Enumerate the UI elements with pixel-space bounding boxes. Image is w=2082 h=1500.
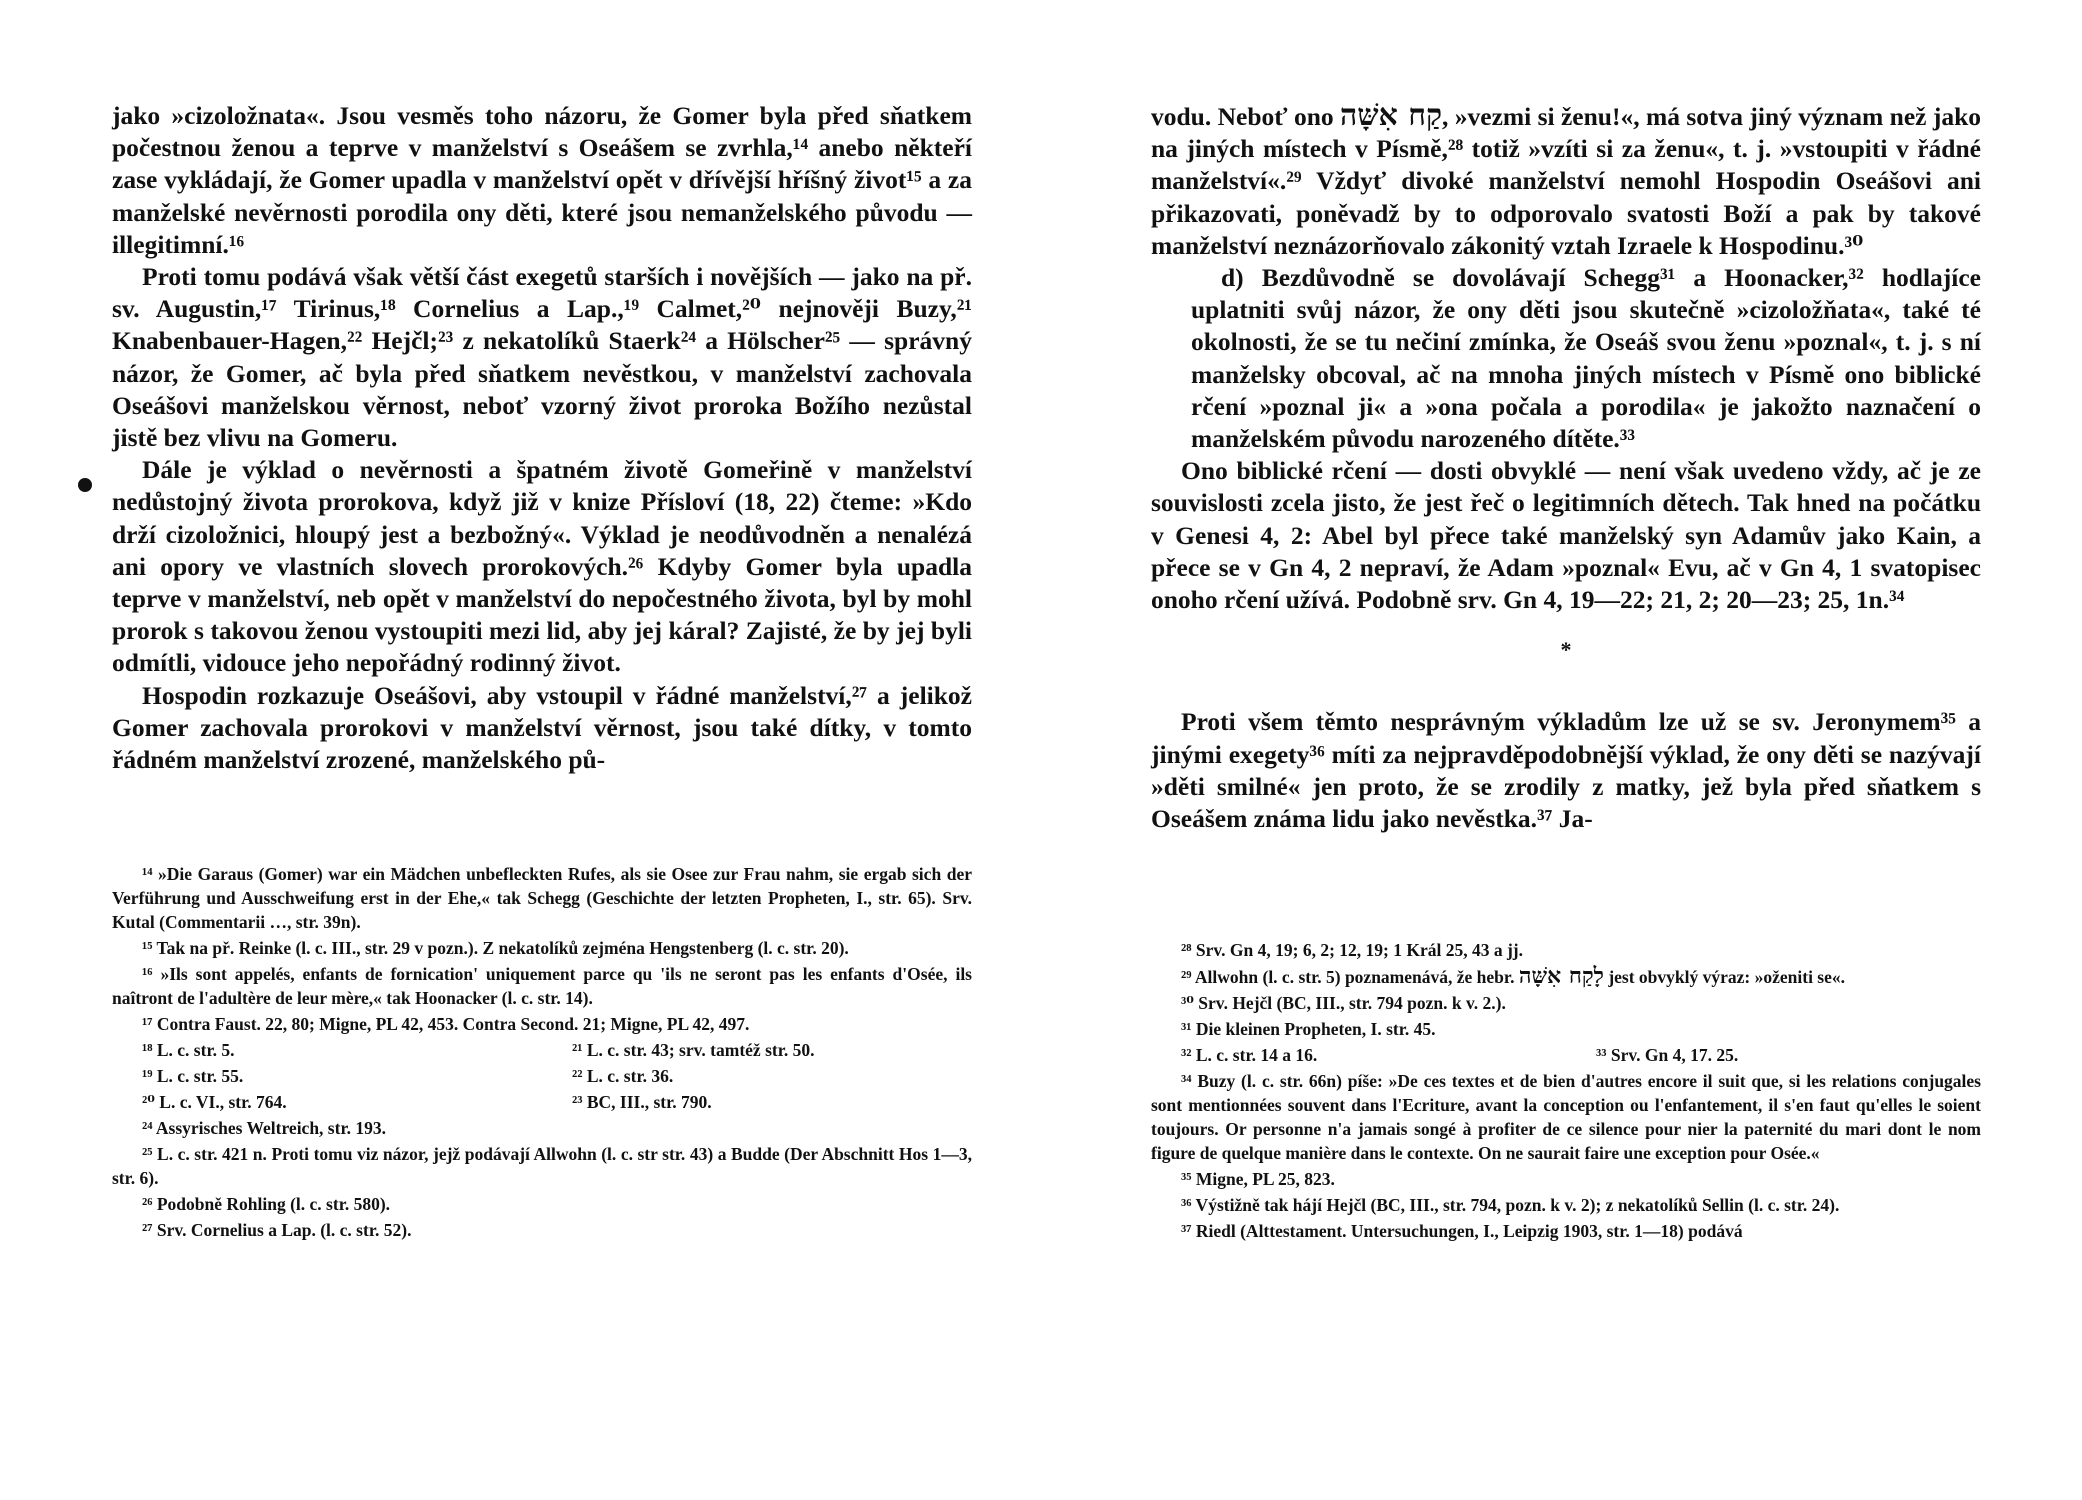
hebrew-phrase: לָקַח אִשָּׁה [1518, 963, 1604, 989]
footnote: ²⁵ L. c. str. 421 n. Proti tomu viz názor, jejž podávají Allwohn (l. c. str str. 43) a Budde (Der Abschnitt Hos 1—3, str. 6). [112, 1144, 972, 1188]
text-run: , »vezmi si ženu!«, má sotva jiný význam než jako na jiných místech v Písmě,²⁸ totiž »vzíti si za ženu«, t. j. »vstoupiti v řádné manželství«.²⁹ Vždyť divoké manželství nemohl Hospodin Oseášovi ani přikazovati, poněvadž by to odporovalo svatosti Boží a pak by takové manželství neznázorňovalo zákonitý vztah Izraele k Hospodinu.³⁰ [1151, 102, 1982, 260]
paragraph: Dále je výklad o nevěrnosti a špatném životě Gomeřině v manželství nedůstojný života prorokova, když již v knize Přísloví (18, 22) čteme: »Kdo drží cizoložnici, hloupý jest a bezbožný«. Výklad je neodůvodněn a nenalézá ani opory ve vlastních slovech prorokových.²⁶ Kdyby Gomer byla upadla teprve v manželství, neb opět v manželství do nepočestného života, byl by mohl prorok s takovou ženou vystoupiti mezi lid, aby jej káral? Zajisté, že by jej byli odmítli, vidouce jeho nepořádný rodinný život. [112, 455, 972, 678]
footnote: ²¹ L. c. str. 43; srv. tamtéž str. 50. [572, 1040, 815, 1060]
footnote: ³³ Srv. Gn 4, 17. 25. [1596, 1045, 1739, 1065]
footnote: ¹⁷ Contra Faust. 22, 80; Migne, PL 42, 453. Contra Second. 21; Migne, PL 42, 497. [142, 1014, 750, 1034]
footnote: ³⁴ Buzy (l. c. str. 66n) píše: »De ces textes et de bien d'autres encore il suit que, si les relations conjugales sont mentionnées souvent dans l'Ecriture, avant la conception ou l'enfantement, il s'en faut qu'elles le soient toujours. Or personne n'a jamais songé à profiter de ce silence pour nier la paternité du mari dont le nom figure de quelque manière dans le contexte. On ne saurait faire une exception pour Osée.« [1151, 1071, 1981, 1163]
paragraph [1151, 100, 1981, 262]
footnote [1151, 964, 1981, 989]
paragraph: Proti tomu podává však větší část exegetů starších i novějších — jako na př. sv. Augustin,¹⁷ Tirinus,¹⁸ Cornelius a Lap.,¹⁹ Calmet,²⁰ nejnověji Buzy,²¹ Knabenbauer-Hagen,²² Hejčl;²³ z nekatolíků Staerk²⁴ a Hölscher²⁵ — správný názor, že Gomer, ač byla před sňatkem nevěstkou, v manželství zachovala Oseášovi manželskou věrnost, neboť vzorný život proroka Božího nezůstal jistě bez vlivu na Gomeru. [112, 262, 972, 453]
left-body-text [112, 100, 972, 776]
right-page [1041, 0, 2082, 1500]
text-run: ²⁹ Allwohn (l. c. str. 5) poznamenává, že hebr. [1181, 967, 1515, 987]
footnote: ¹⁸ L. c. str. 5. [142, 1040, 235, 1060]
footnote-pair-row [112, 1064, 972, 1090]
footnote: ²⁷ Srv. Cornelius a Lap. (l. c. str. 52). [142, 1220, 412, 1240]
list-item-d: d) Bezdůvodně se dovolávají Schegg³¹ a Hoonacker,³² hodlajíce uplatniti svůj názor, že ony děti jsou skutečně »cizoložňata«, také té okolnosti, že se tu nečiní zmínka, že Oseáš svou ženu »poznal«, t. j. s ní manželsky obcoval, ač na mnoha jiných místech v Písmě ono biblické rčení »poznal ji« a »ona počala a porodila« je jakožto naznačení o manželském původu narozeného dítěte.³³ [1191, 263, 1981, 454]
footnote: ³¹ Die kleinen Propheten, I. str. 45. [1181, 1019, 1436, 1039]
footnote: ²⁶ Podobně Rohling (l. c. str. 580). [142, 1194, 391, 1214]
footnote: ²³ BC, III., str. 790. [572, 1092, 712, 1112]
text-run: jest obvyklý výraz: »oženiti se«. [1608, 967, 1846, 987]
left-footnotes [112, 862, 972, 1244]
right-body-text [1151, 100, 1981, 835]
text-run: vodu. Neboť ono [1151, 102, 1334, 131]
footnote-pair-row [112, 1038, 972, 1064]
footnote: ³⁵ Migne, PL 25, 823. [1181, 1169, 1335, 1189]
footnote: ²² L. c. str. 36. [572, 1066, 674, 1086]
paragraph: Proti všem těmto nesprávným výkladům lze už se sv. Jeronymem³⁵ a jinými exegety³⁶ míti za nejpravděpodobnější výklad, že ony děti se nazývají »děti smilné« jen proto, že se zrodily z matky, jež byla před sňatkem s Oseášem známa lidu jako nevěstka.³⁷ Ja- [1151, 707, 1981, 834]
footnote: ¹⁶ »Ils sont appelés, enfants de fornication' uniquement parce qu 'ils ne seront pas les enfants d'Osée, ils naîtront de l'adultère de leur mère,« tak Hoonacker (l. c. str. 14). [112, 964, 972, 1008]
right-footnotes [1151, 938, 1981, 1245]
paragraph: jako »cizoložnata«. Jsou vesměs toho názoru, že Gomer byla před sňatkem počestnou ženou a teprve v manželství s Oseášem se zvrhla,¹⁴ anebo někteří zase vykládají, že Gomer upadla v manželství opět v dřívější hříšný život¹⁵ a za manželské nevěrnosti porodila ony děti, které jsou nemanželského původu — illegitimní.¹⁶ [112, 101, 972, 259]
footnote: ²⁰ L. c. VI., str. 764. [142, 1092, 287, 1112]
margin-bullet-mark [78, 478, 92, 492]
footnote: ³⁰ Srv. Hejčl (BC, III., str. 794 pozn. k v. 2.). [1181, 993, 1506, 1013]
footnote: ¹⁹ L. c. str. 55. [142, 1066, 244, 1086]
footnote: ²⁴ Assyrisches Weltreich, str. 193. [142, 1118, 386, 1138]
hebrew-phrase: קַח אִשָּׁה [1340, 98, 1443, 133]
footnote-pair-row [1151, 1043, 1981, 1069]
footnote: ³⁶ Výstižně tak hájí Hejčl (BC, III., str. 794, pozn. k v. 2); z nekatolíků Sellin (l. c. str. 24). [1181, 1195, 1840, 1215]
footnote: ³⁷ Riedl (Alttestament. Untersuchungen, I., Leipzig 1903, str. 1—18) podává [1181, 1221, 1743, 1241]
footnote: ²⁸ Srv. Gn 4, 19; 6, 2; 12, 19; 1 Král 25, 43 a jj. [1181, 940, 1524, 960]
footnote: ¹⁴ »Die Garaus (Gomer) war ein Mädchen unbefleckten Rufes, als sie Osee zur Frau nahm, sie ergab sich der Verführung und Ausschweifung erst in der Ehe,« tak Schegg (Geschichte der letzten Propheten, I., str. 65). Srv. Kutal (Commentarii …, str. 39n). [112, 864, 972, 932]
footnote: ¹⁵ Tak na př. Reinke (l. c. III., str. 29 v pozn.). Z nekatolíků zejména Hengstenberg (l. c. str. 20). [142, 938, 849, 958]
paragraph: Hospodin rozkazuje Oseášovi, aby vstoupil v řádné manželství,²⁷ a jelikož Gomer zachovala prorokovi v manželství věrnost, jsou také dítky, v tomto řádném manželství zrozené, manželského pů- [112, 680, 972, 775]
section-separator: * [1560, 637, 1572, 663]
footnote-pair-row [112, 1090, 972, 1116]
footnote: ³² L. c. str. 14 a 16. [1181, 1045, 1318, 1065]
paragraph: Ono biblické rčení — dosti obvyklé — není však uvedeno vždy, ač je ze souvislosti zcela jisto, že jest řeč o legitimních dětech. Tak hned na počátku v Genesi 4, 2: Abel byl přece také manželský syn Adamův jako Kain, a přece se v Gn 4, 2 nepraví, že Adam »poznal« Evu, ač v Gn 4, 1 svatopisec onoho rčení užívá. Podobně srv. Gn 4, 19—22; 21, 2; 20—23; 25, 1n.³⁴ [1151, 456, 1981, 615]
